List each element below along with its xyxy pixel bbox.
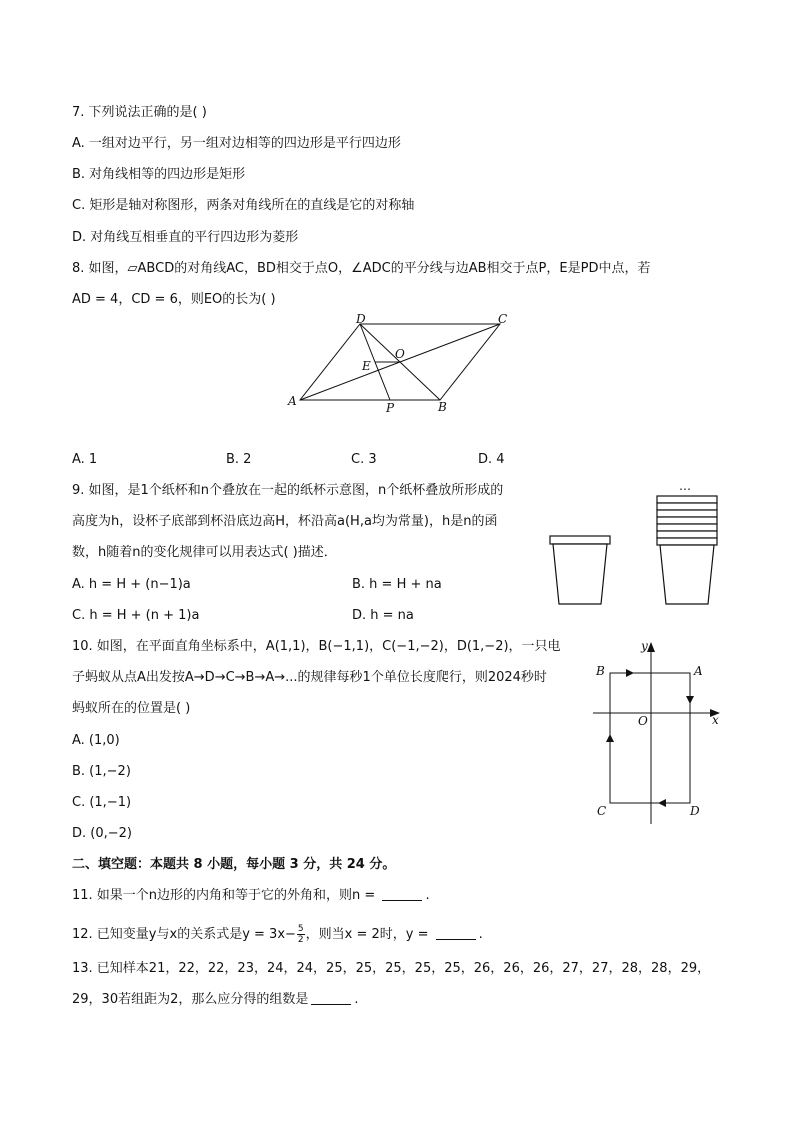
label-p: P: [386, 401, 395, 415]
q9-stem-line3: 数，h随着n的变化规律可以用表达式( )描述．: [72, 545, 337, 560]
q8-option-c: C. 3: [351, 452, 377, 467]
q10-option-d: D. (0,−2): [72, 826, 132, 841]
label-b: B: [596, 664, 605, 678]
stack-rim-7: [657, 538, 717, 545]
stack-rim-1: [657, 496, 717, 503]
label-o: O: [395, 347, 405, 361]
arrow-a-to-d: [686, 696, 694, 704]
q10-option-b: B. (1,−2): [72, 764, 131, 779]
q13-text: 29，30若组距为2，那么应分得的组数是: [72, 992, 309, 1007]
q10-stem-line1: 10. 如图，在平面直角坐标系中，A(1,1)，B(−1,1)，C(−1,−2)，D(1,−2)，一只电: [72, 639, 561, 654]
arrow-d-to-c: [658, 799, 666, 807]
q13-end: .: [354, 992, 359, 1007]
label-a: A: [694, 664, 703, 678]
q9-option-c: C. h = H + (n + 1)a: [72, 608, 200, 623]
q12-frac-denominator: 2: [297, 935, 304, 945]
q12-text: 12. 已知变量y与x的关系式是y = 3x−: [72, 927, 296, 942]
q11-stem: [72, 886, 430, 906]
label-c: C: [498, 312, 508, 326]
section-fill-in-blank-heading: 二、填空题：本题共 8 小题，每小题 3 分，共 24 分。: [72, 857, 396, 872]
q9-option-a: A. h = H + (n−1)a: [72, 577, 191, 592]
single-cup-body: [553, 544, 607, 604]
label-y: y: [641, 639, 648, 653]
q11-end: .: [425, 888, 430, 903]
q8-parallelogram-figure: [280, 312, 520, 417]
q7-option-c: C. 矩形是轴对称图形，两条对角线所在的直线是它的对称轴: [72, 198, 415, 213]
q8-stem-line1: 8. 如图，▱ABCD的对角线AC，BD相交于点O，∠ADC的平分线与边AB相交于点P，E是PD中点，若: [72, 261, 651, 276]
q9-stem-line1: 9. 如图，是1个纸杯和n个叠放在一起的纸杯示意图，n个纸杯叠放所形成的: [72, 483, 504, 498]
label-e: E: [362, 359, 371, 373]
label-x: x: [712, 713, 719, 727]
q7-option-a: A. 一组对边平行，另一组对边相等的四边形是平行四边形: [72, 136, 401, 151]
q11-text: 11. 如果一个n边形的内角和等于它的外角和，则n =: [72, 888, 380, 903]
q8-option-d: D. 4: [478, 452, 505, 467]
q7-option-b: B. 对角线相等的四边形是矩形: [72, 167, 246, 182]
y-axis-arrow: [647, 642, 655, 652]
stack-cup-body: [660, 545, 714, 604]
q11-answer-blank[interactable]: [382, 886, 422, 901]
q8-option-b: B. 2: [226, 452, 252, 467]
q10-option-c: C. (1,−1): [72, 795, 132, 810]
q9-stem-line2: 高度为h，设杯子底部到杯沿底边高H，杯沿高a(H,a均为常量)，h是n的函: [72, 514, 498, 529]
arrow-b-to-a: [626, 669, 634, 677]
q10-option-a: A. (1,0): [72, 733, 120, 748]
stack-dots: …: [679, 479, 691, 493]
q12-frac-numerator: 5: [297, 924, 304, 934]
q7-option-d: D. 对角线互相垂直的平行四边形为菱形: [72, 230, 299, 245]
q8-option-a: A. 1: [72, 452, 98, 467]
q8-stem-line2: AD = 4，CD = 6，则EO的长为( ): [72, 292, 276, 307]
q13-answer-blank[interactable]: [311, 990, 351, 1005]
stack-rim-6: [657, 531, 717, 538]
label-d: D: [690, 804, 700, 818]
label-o: O: [638, 714, 648, 728]
stack-rim-5: [657, 524, 717, 531]
q10-stem-line2: 子蚂蚁从点A出发按A→D→C→B→A→...的规律每秒1个单位长度爬行，则2024秒时: [72, 670, 547, 685]
q7-stem: 7. 下列说法正确的是( ): [72, 105, 207, 120]
q12-fraction: [297, 924, 305, 945]
label-c: C: [597, 804, 607, 818]
q12-answer-blank[interactable]: [436, 925, 476, 940]
stack-rim-4: [657, 517, 717, 524]
label-a: A: [288, 394, 297, 408]
stack-rim-2: [657, 503, 717, 510]
label-b: B: [438, 400, 447, 414]
q12-end: .: [478, 927, 483, 942]
single-cup-rim: [550, 536, 610, 544]
label-d: D: [356, 312, 366, 326]
arrow-c-to-b: [606, 734, 614, 742]
q13-stem-line2: [72, 990, 359, 1010]
q9-option-b: B. h = H + na: [352, 577, 442, 592]
q10-stem-line3: 蚂蚁所在的位置是( ): [72, 701, 191, 716]
q9-paper-cups-figure: [545, 478, 725, 608]
q12-stem: [72, 924, 483, 945]
rectangle-abcd: [610, 673, 690, 803]
q10-coordinate-figure: [588, 636, 728, 828]
q9-option-d: D. h = na: [352, 608, 414, 623]
q13-stem-line1: 13. 已知样本21，22，22，23，24，24，25，25，25，25，25，26，26，26，27，27，28，28，29，: [72, 961, 711, 976]
stack-rim-3: [657, 510, 717, 517]
q12-middle: ，则当x = 2时，y =: [305, 927, 433, 942]
